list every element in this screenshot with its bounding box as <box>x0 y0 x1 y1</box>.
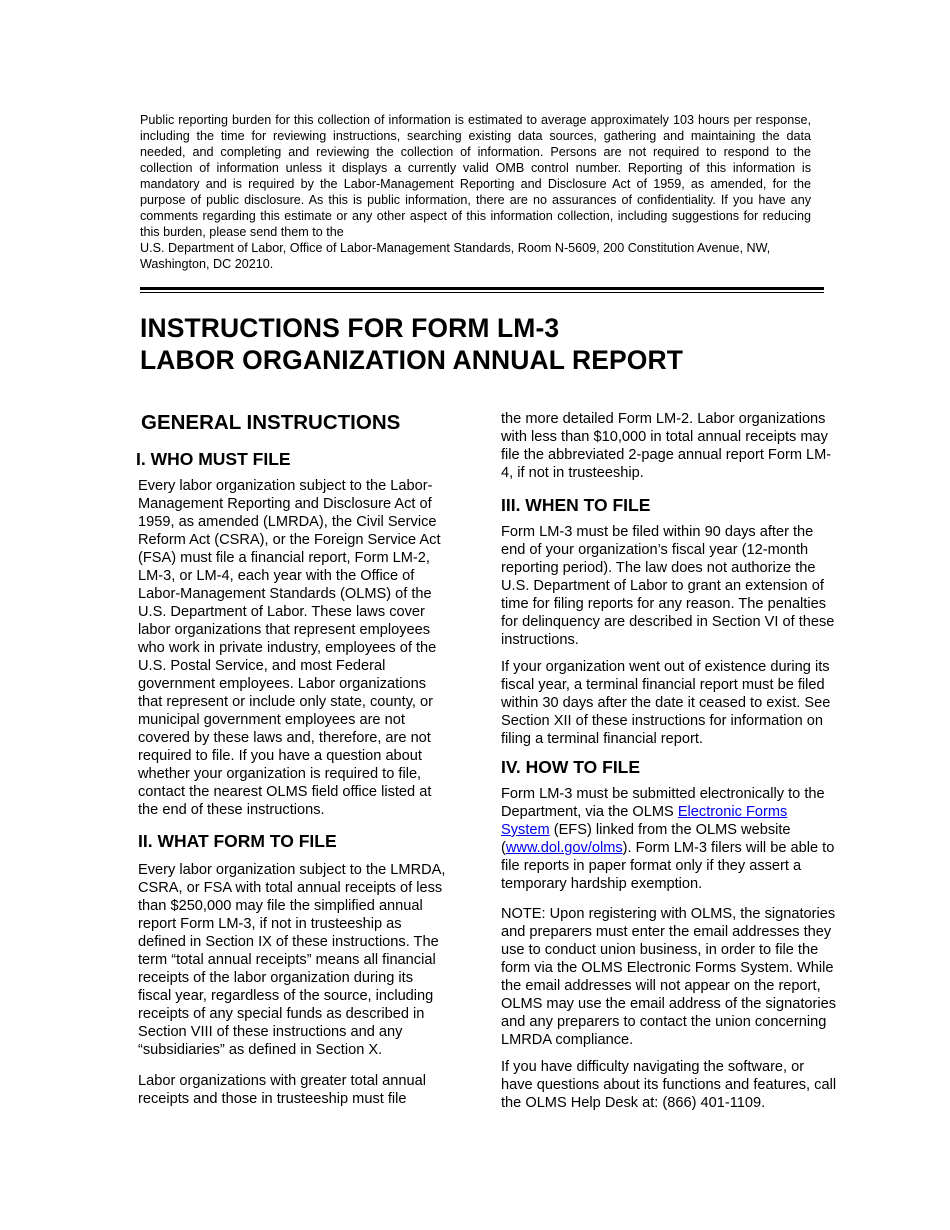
left-column <box>138 410 450 1108</box>
section-4-heading: IV. HOW TO FILE <box>501 757 641 777</box>
general-instructions-heading: GENERAL INSTRUCTIONS <box>141 411 401 434</box>
right-column <box>501 410 837 1112</box>
burden-statement <box>140 112 811 272</box>
burden-text: Public reporting burden for this collection of information is estimated to average approximately 103 hours per response, including the time for reviewing instructions, searching existing data sources, gathering and maintaining the data needed, and completing and reviewing the collection of information. Persons are not required to respond to the collection of information unless it displays a currently valid OMB control number. Reporting of this information is mandatory and is required by the Labor-Management Reporting and Disclosure Act of 1959, as amended, for the purpose of public disclosure. As this is public information, there are no assurances of confidentiality. If you have any comments regarding this estimate or any other aspect of this information collection, including suggestions for reducing this burden, please send them to the <box>140 113 811 239</box>
section-3-paragraph-1: Form LM-3 must be filed within 90 days after the end of your organization’s fiscal year (12-month reporting period). The law does not authorize the U.S. Department of Labor to grant an extension of time for filing reports for any reason. The penalties for delinquency are described in Section VI of these instructions. <box>501 524 835 648</box>
divider-thick <box>140 287 824 290</box>
olms-website-link[interactable]: www.dol.gov/olms <box>505 840 623 856</box>
section-4-text-c: ). Form LM-3 filers will be able to file reports in paper format only if they assert a temporary hardship exemption. <box>501 840 835 892</box>
section-1-paragraph: Every labor organization subject to the Labor-Management Reporting and Disclosure Act of 1959, as amended (LMRDA), the Civil Service Reform Act (CSRA), or the Foreign Service Act (FSA) must file a financial report, Form LM-2, LM-3, or LM-4, each year with the Office of Labor-Management Standards (OLMS) of the U.S. Department of Labor. These laws cover labor organizations that represent employees who work in private industry, employees of the U.S. Postal Service, and most Federal government employees. Labor organizations that represent or include only state, county, or municipal government employees are not covered by these laws and, therefore, are not required to file. If you have a question about whether your organization is required to file, contact the nearest OLMS field office listed at the end of these instructions. <box>138 478 441 818</box>
section-1-heading: I. WHO MUST FILE <box>136 449 291 469</box>
title-line-2: LABOR ORGANIZATION ANNUAL REPORT <box>140 345 683 375</box>
section-4-text-b: (EFS) linked from the OLMS website <box>549 822 791 838</box>
electronic-forms-system-link[interactable]: Electronic Forms System <box>501 804 788 838</box>
section-2-paragraph-2-continued: the more detailed Form LM-2. Labor organizations with less than $10,000 in total annual receipts may file the abbreviated 2-page annual report Form LM-4, if not in trusteeship. <box>501 411 832 481</box>
page-title <box>140 312 683 376</box>
section-4-text-a: Form LM-3 must be submitted electronically to the Department, via the OLMS <box>501 786 825 820</box>
section-4-paragraph-3: If you have difficulty navigating the software, or have questions about its functions and features, call the OLMS Help Desk at: (866) 401-1109. <box>501 1059 837 1111</box>
section-2-paragraph-1: Every labor organization subject to the LMRDA, CSRA, or FSA with total annual receipts of less than $250,000 may file the simplified annual report Form LM-3, if not in trusteeship as defined in Section IX of these instructions. The term “total annual receipts” means all financial receipts of the labor organization during its fiscal year, regardless of the source, including receipts of any special funds as described in Section VIII of these instructions and any “subsidiaries” as defined in Section X. <box>138 862 446 1058</box>
divider-thin <box>140 292 824 293</box>
website-link-paren: ( <box>501 840 506 856</box>
section-4-note: NOTE: Upon registering with OLMS, the signatories and preparers must enter the email addresses they use to conduct union business, in order to file the form via the OLMS Electronic Forms System. While the email addresses will not appear on the report, OLMS may use the email address of the signatories and any preparers to contact the union concerning LMRDA compliance. <box>501 906 837 1048</box>
section-3-paragraph-2: If your organization went out of existence during its fiscal year, a terminal financial report must be filed within 30 days after the date it ceased to exist. See Section XII of these instructions for information on filing a terminal financial report. <box>501 659 831 747</box>
burden-address: U.S. Department of Labor, Office of Labor-Management Standards, Room N-5609, 200 Constitution Avenue, NW, Washington, DC 20210. <box>140 241 771 271</box>
section-2-paragraph-2: Labor organizations with greater total annual receipts and those in trusteeship must file <box>138 1073 427 1107</box>
section-4-paragraph-1 <box>501 785 837 893</box>
title-line-1: INSTRUCTIONS FOR FORM LM-3 <box>140 313 560 343</box>
section-2-heading: II. WHAT FORM TO FILE <box>138 831 337 851</box>
section-3-heading: III. WHEN TO FILE <box>501 495 651 515</box>
